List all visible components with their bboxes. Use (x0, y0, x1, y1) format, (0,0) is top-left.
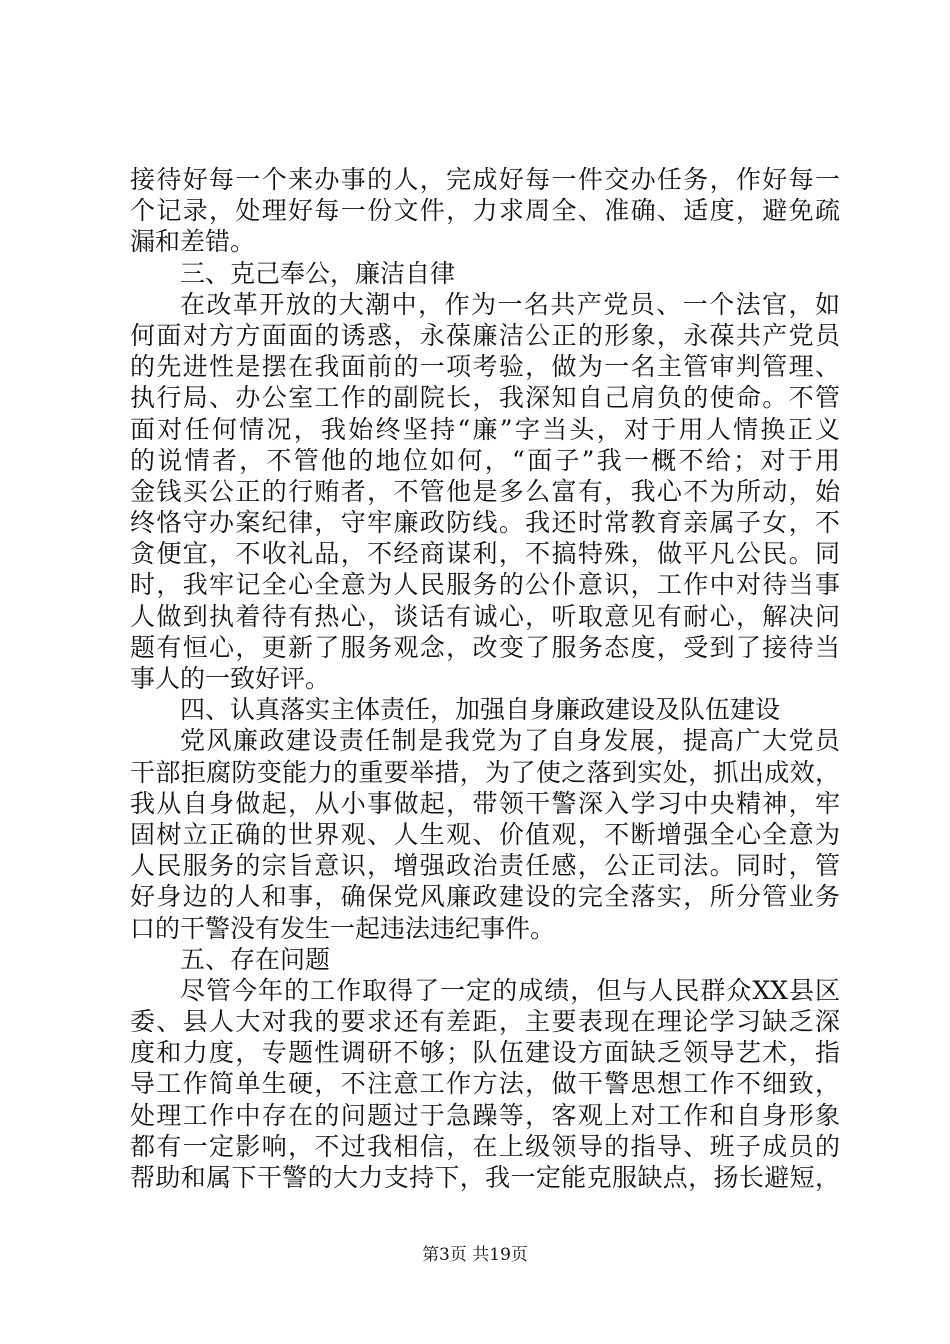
text-line: 度和力度，专题性调研不够；队伍建设方面缺乏领导艺术，指 (130, 1038, 840, 1068)
text-line: 三、克己奉公，廉洁自律 (180, 258, 456, 288)
text-line: 执行局、办公室工作的副院长，我深知自己肩负的使命。不管 (130, 383, 840, 413)
text-line: 的说情者，不管他的地位如何，“面子”我一概不给；对于用 (130, 445, 840, 475)
text-line: 题有恒心，更新了服务观念，改变了服务态度，受到了接待当 (130, 632, 840, 662)
text-line: 终恪守办案纪律，守牢廉政防线。我还时常教育亲属子女，不 (130, 508, 840, 538)
text-line: 委、县人大对我的要求还有差距，主要表现在理论学习缺乏深 (130, 1007, 840, 1037)
text-line: 的先进性是摆在我面前的一项考验，做为一名主管审判管理、 (130, 352, 840, 382)
text-line: 人做到执着待有热心，谈话有诚心，听取意见有耐心，解决问 (130, 601, 840, 631)
text-line: 尽管今年的工作取得了一定的成绩，但与人民群众XX县区 (180, 975, 840, 1005)
text-line: 五、存在问题 (180, 944, 331, 974)
text-line: 漏和差错。 (130, 227, 256, 257)
text-line: 面对任何情况，我始终坚持“廉”字当头，对于用人情换正义 (130, 414, 840, 444)
document-body (130, 164, 840, 1193)
text-line: 接待好每一个来办事的人，完成好每一件交办任务，作好每一 (130, 165, 840, 194)
text-line: 口的干警没有发生一起违法违纪事件。 (130, 913, 556, 943)
text-line: 在改革开放的大潮中，作为一名共产党员、一个法官，如 (180, 289, 840, 319)
text-line: 干部拒腐防变能力的重要举措，为了使之落到实处，抓出成效， (130, 757, 840, 787)
text-line: 好身边的人和事，确保党风廉政建设的完全落实，所分管业务 (130, 882, 840, 912)
text-line: 何面对方方面面的诱惑，永葆廉洁公正的形象，永葆共产党员 (130, 320, 840, 350)
text-line: 帮助和属下干警的大力支持下，我一定能克服缺点，扬长避短， (130, 1163, 840, 1192)
text-line: 四、认真落实主体责任，加强自身廉政建设及队伍建设 (180, 695, 781, 725)
text-line: 处理工作中存在的问题过于急躁等，客观上对工作和自身形象 (130, 1100, 840, 1130)
text-line: 都有一定影响，不过我相信，在上级领导的指导、班子成员的 (130, 1131, 840, 1161)
text-line: 事人的一致好评。 (130, 664, 331, 693)
text-line: 党风廉政建设责任制是我党为了自身发展，提高广大党员 (180, 726, 840, 756)
text-line: 贪便宜，不收礼品，不经商谋利，不搞特殊，做平凡公民。同 (130, 539, 840, 569)
text-line: 金钱买公正的行贿者，不管他是多么富有，我心不为所动，始 (130, 476, 840, 506)
text-line: 固树立正确的世界观、人生观、价值观，不断增强全心全意为 (130, 819, 840, 849)
text-line: 导工作简单生硬，不注意工作方法，做干警思想工作不细致， (130, 1069, 840, 1099)
page-footer: 第3页 共19页 (422, 1245, 528, 1265)
text-line: 我从自身做起，从小事做起，带领干警深入学习中央精神，牢 (130, 788, 840, 818)
text-line: 时，我牢记全心全意为人民服务的公仆意识，工作中对待当事 (130, 570, 840, 600)
text-line: 人民服务的宗旨意识，增强政治责任感，公正司法。同时，管 (130, 851, 840, 881)
text-line: 个记录，处理好每一份文件，力求周全、准确、适度，避免疏 (130, 196, 840, 226)
